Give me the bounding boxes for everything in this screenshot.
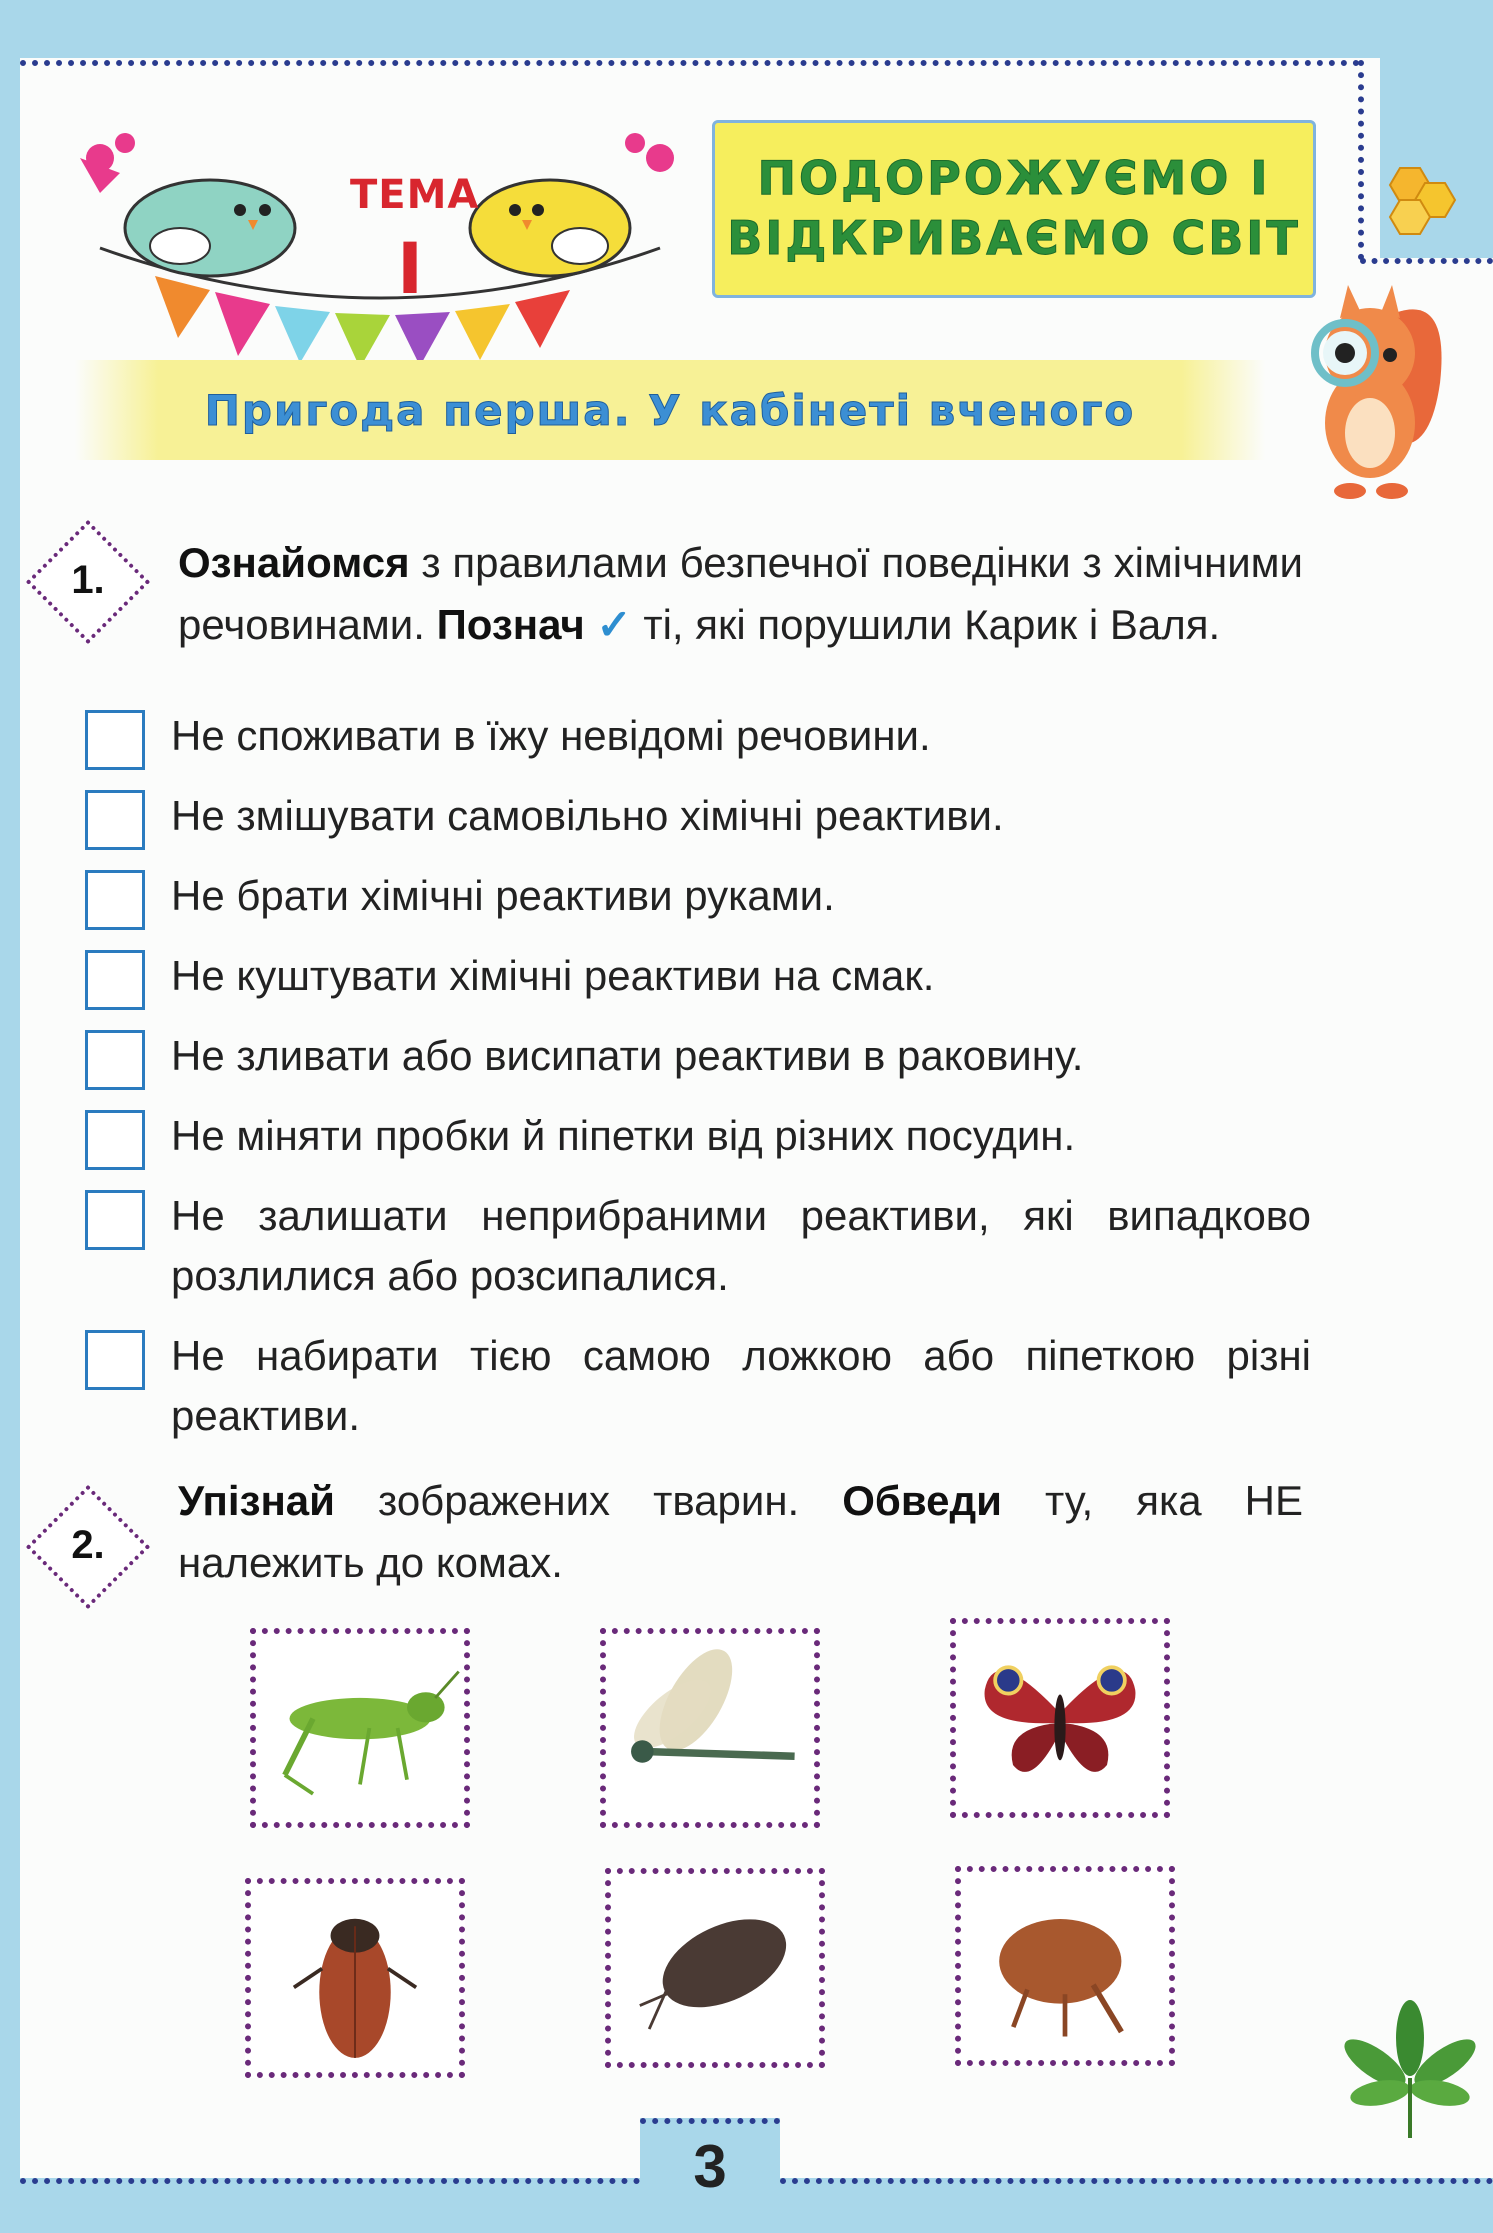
rule-checkbox[interactable] xyxy=(85,1030,145,1090)
right-step-border xyxy=(1360,258,1493,264)
topic-box xyxy=(712,120,1316,298)
task1-instructions xyxy=(178,532,1303,656)
adventure-banner xyxy=(75,360,1265,460)
theme-banner xyxy=(60,98,700,388)
rule-text: Не міняти пробки й піпетки від різних посудин. xyxy=(171,1112,1076,1159)
rule-text: Не залишати неприбраними реактиви, які випадково розлилися або розсипалися. xyxy=(171,1192,1311,1299)
honeycomb-icon xyxy=(1380,158,1460,238)
bottom-dotted-border-left xyxy=(20,2178,640,2184)
task2-number: 2. xyxy=(71,1523,105,1567)
rule-checkbox[interactable] xyxy=(85,710,145,770)
butterfly-icon xyxy=(956,1624,1164,1812)
rule-checkbox[interactable] xyxy=(85,950,145,1010)
beetle-icon xyxy=(251,1884,459,2072)
animal-photo-grasshopper[interactable] xyxy=(250,1628,470,1828)
topic-line-2: ВІДКРИВАЄМО СВІТ xyxy=(727,211,1301,265)
leaf-icon xyxy=(1340,1998,1480,2138)
task1-number: 1. xyxy=(71,558,105,602)
task2-text1: зображених тварин. xyxy=(335,1477,843,1524)
dragonfly-icon xyxy=(606,1634,814,1822)
animal-photo-woodlouse[interactable] xyxy=(605,1868,825,2068)
rule-text: Не зливати або висипати реактиви в раковину. xyxy=(171,1032,1084,1079)
rule-text: Не набирати тією самою ложкою або піпеткою різні реактиви. xyxy=(171,1332,1311,1439)
rule-text: Не брати хімічні реактиви руками. xyxy=(171,872,835,919)
task1-text2: ті, які порушили Карик і Валя. xyxy=(643,601,1221,648)
theme-label: ТЕМА xyxy=(350,172,480,218)
animal-photo-butterfly[interactable] xyxy=(950,1618,1170,1818)
task2-instructions xyxy=(178,1470,1303,1594)
woodlouse-icon xyxy=(611,1874,819,2062)
checkmark-icon: ✓ xyxy=(584,601,644,648)
rule-checkbox[interactable] xyxy=(85,790,145,850)
theme-number: I xyxy=(396,228,424,310)
animal-photo-flea[interactable] xyxy=(955,1866,1175,2066)
task2-text2: ту, яка НЕ належить до комах. xyxy=(178,1477,1303,1586)
right-dotted-border xyxy=(1358,60,1364,260)
rule-checkbox[interactable] xyxy=(85,1190,145,1250)
task1-verb2: Познач xyxy=(436,601,585,648)
task2-verb1: Упізнай xyxy=(178,1477,335,1524)
page xyxy=(0,58,1493,2233)
animal-photo-dragonfly[interactable] xyxy=(600,1628,820,1828)
animal-photo-beetle[interactable] xyxy=(245,1878,465,2078)
page-number-tab xyxy=(640,2118,780,2224)
topic-line-1: ПОДОРОЖУЄМО І xyxy=(757,151,1271,206)
rule-checkbox[interactable] xyxy=(85,1110,145,1170)
bottom-dotted-border-right xyxy=(780,2178,1493,2184)
task1-verb1: Ознайомся xyxy=(178,539,410,586)
grasshopper-icon xyxy=(256,1634,464,1822)
rule-text: Не споживати в їжу невідомі речовини. xyxy=(171,712,931,759)
task2-verb2: Обведи xyxy=(842,1477,1002,1524)
task1-text1: з правилами безпечної поведінки з хімічними речовинами. xyxy=(178,539,1303,648)
rule-checkbox[interactable] xyxy=(85,870,145,930)
rule-text: Не змішувати самовільно хімічні реактиви. xyxy=(171,792,1004,839)
squirrel-icon xyxy=(1300,273,1450,503)
flea-icon xyxy=(961,1872,1169,2060)
top-dotted-border xyxy=(20,60,1360,66)
rule-text: Не куштувати хімічні реактиви на смак. xyxy=(171,952,935,999)
adventure-title: Пригода перша. У кабінеті вченого xyxy=(204,385,1136,435)
rule-checkbox[interactable] xyxy=(85,1330,145,1390)
sheet-right xyxy=(1380,258,1493,2178)
page-number: 3 xyxy=(693,2133,727,2200)
